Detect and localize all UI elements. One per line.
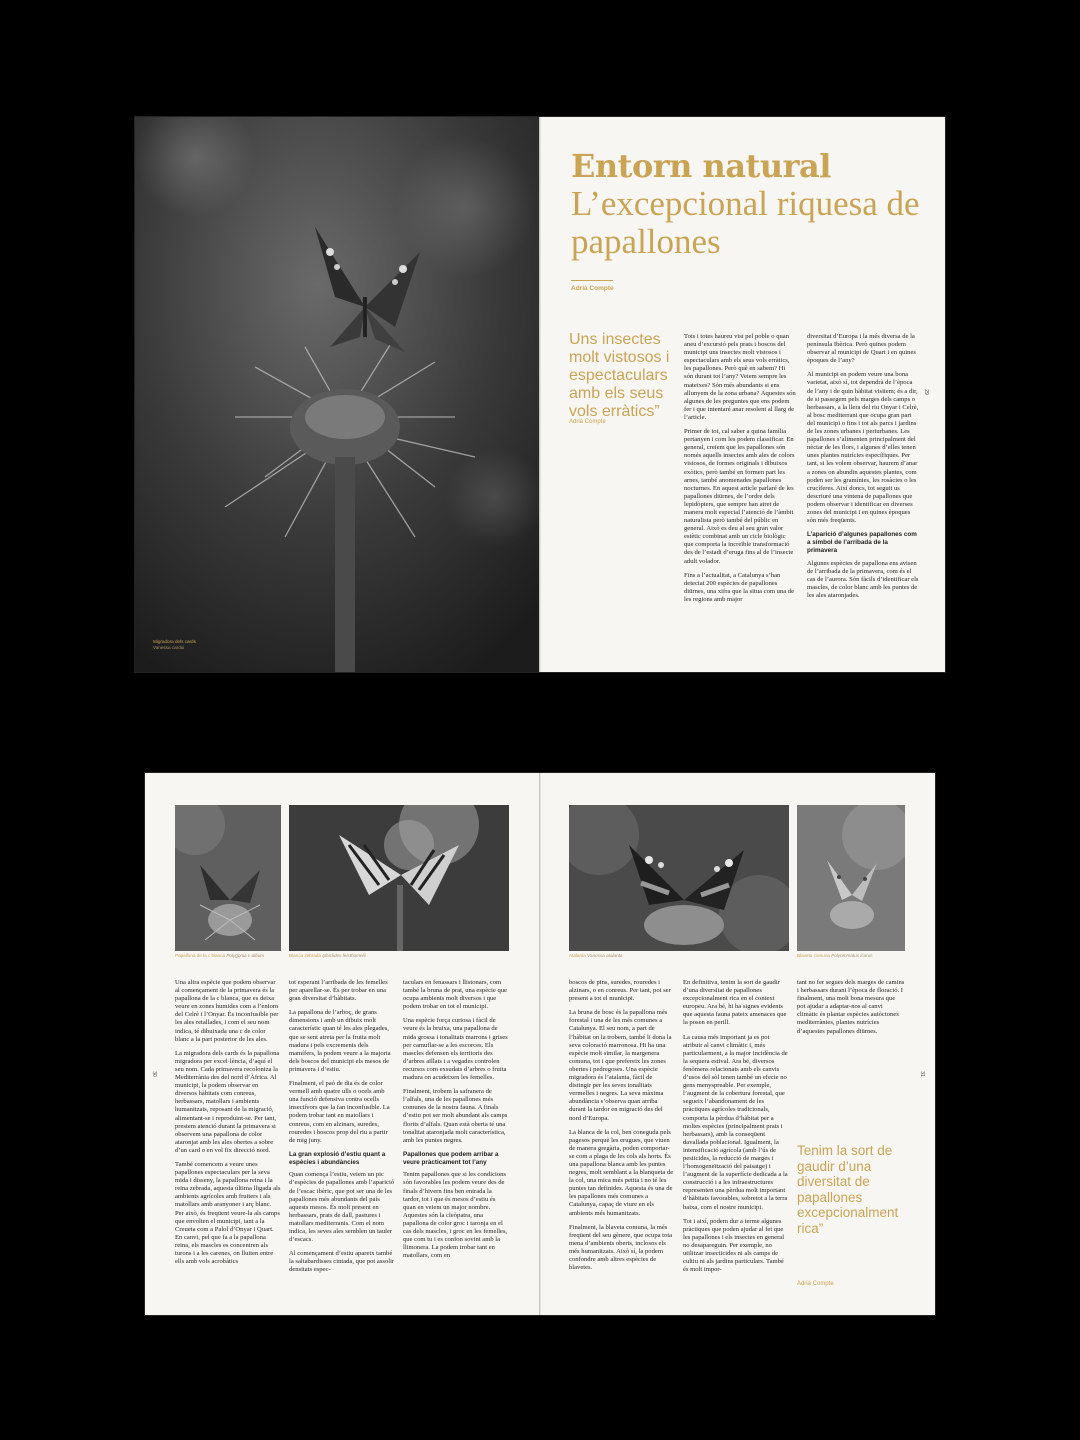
caption-latin: Vanessa atalanta — [587, 953, 623, 958]
paragraph: La bruna de bosc és la papallona més forestal i una de les més comunes a Catalunya. El seu nom, a part de l’hàbitat on la trobem, també li dona la seva coloració marronosa. Hi ha una espècie molt similar, la margenera comuna, tot i que prefereix les zones obertes i pedregoses. Una espècie migradora és l’atalanta, fàcil de distingir per les seves tonalitats vermelles i negres. La seva màxima abundància s’observa quan arriba durant la tardor en migració des del nord d’Europa. — [569, 1009, 672, 1122]
paragraph: Tots i totes haureu vist pel poble o quan aneu d’excursió pels prats i boscos del municipi uns insectes molt vistosos i espectaculars amb els seus vols erràtics, les papallones. Però què en sabem? Hi són durant tot l’any? Veiem sempre les mateixes? Són més abundants si ens allunyem de la zona urbana? Aquestes són algunes de les preguntes que ens podem fer i que intentaré anar resolent al llarg de l’article. — [684, 333, 796, 421]
paragraph: Finalment, trobem la safranera de l’alfals, una de les papallones més comunes de la nostra fauna. A finals d’estiu pot ser molt abundant als camps florits d’alfals. Quan està oberta té una tonalitat ataronjada molt característica, amb les puntes negres. — [403, 1088, 508, 1144]
subheading: La gran explosió d’estiu quant a espècies i abundàncies — [289, 1150, 386, 1166]
article-author: Adrià Compte — [571, 285, 614, 292]
caption-atalanta — [569, 953, 622, 958]
butterfly-on-thistle-photo — [135, 117, 540, 672]
top-photo-caption-latin: Vanessa cardui — [153, 645, 185, 650]
top-text-column-1 — [684, 333, 796, 610]
paragraph: Primer de tot, cal saber a quina família pertanyen i com les podem classificar. En general, creiem que les papallones són només aquells insectes amb ales de colors vistosos, de formes originals i dibuixos exòtics, però també en formen part les arnes, també anomenades papallones nocturnes. En aquest article parlaré de les papallones diürnes, de l’ordre dels lepidòpters, que sempre han atret de manera molt especial l’atenció de l’àmbit naturalista però també del públic en general. Això es deu al seu gran valor estètic combinat amb un cicle biològic que comporta la increïble transformació des de l’estadi d’eruga fins al de l’insecte adult volador. — [684, 428, 795, 565]
paragraph: boscos de pins, suredes, rouredes i alzinars, o en conreus. Per tant, pot ser present a tot el municipi. — [569, 979, 671, 1003]
atalanta-photo — [569, 805, 789, 951]
bottom-left-page — [145, 773, 539, 1315]
paragraph: tot esperant l’arribada de les femelles per aparellar-se. És per trobar en una gran diversitat d’hàbitats. — [289, 979, 388, 1003]
paragraph: diversitat d’Europa i la més diversa de la península Ibèrica. Però quines podem observar al municipi de Quart i en quines èpoques de l’any? — [807, 333, 916, 365]
bottom-spread — [145, 773, 935, 1315]
subheading: Papallones que podem arribar a veure pràcticament tot l’any — [403, 1150, 499, 1166]
top-text-column-2 — [807, 333, 919, 606]
paragraph: La blanca de la col, ben coneguda pels pagesos perquè les erugues, que viuen de manera gregària, poden comportar-se com a plaga de les cols als horts. És una papallona blanca amb les puntes negres, molt semblant a la blanqueta de la col, una mica més petita i no té les puntes tan definides. Aquesta és una de les papallones més comunes a Catalunya, capaç de viure en els ambients més humanitzats. — [569, 1128, 674, 1217]
page-number-left: 30 — [150, 1071, 157, 1077]
caption-name: Atalanta — [569, 953, 586, 958]
paragraph: Fins a l’actualitat, a Catalunya s’han detectat 200 espècies de papallones diürnes, una xifra que la situa com una de les regions amb major — [684, 571, 795, 603]
paragraph: Una altra espècie que podem observar al començament de la primavera és la papallona de la c blanca, que es deixa veure en zones humides com a l’entorn del Celrè i l’Onyar. És inconfusible per les ales retallades, i com el seu nom indica, té dibuixada una c de color blanc a la part posterior de les ales. — [175, 979, 279, 1043]
bottom-pull-quote: Tenim la sort de gaudir d’una diversitat de papallones excepcionalment rica” — [797, 1143, 899, 1236]
caption-blaveta — [797, 953, 873, 958]
title-rule — [571, 280, 613, 281]
paragraph: En definitiva, tenim la sort de gaudir d’una diversitat de papallones excepcionalment rica en el context europeu. Ara bé, hi ha signes evidents que aquesta fauna pateix amenaces que la posen en perill. — [683, 979, 787, 1027]
blaveta-photo — [797, 805, 905, 951]
top-left-page — [135, 117, 540, 672]
paragraph: taculars en fenassars i llistonars, com també la bruna de prat, una espècie que ocupa ambients molt diversos i que podem trobar en tot el municipi. — [403, 979, 507, 1011]
c-album-photo — [175, 805, 281, 951]
caption-zebra — [289, 953, 366, 958]
top-pull-author: Adrià Compte — [569, 419, 606, 425]
paragraph: La causa més important ja es pot atribuir al canvi climàtic i, més particularment, a la major incidència de la sequera estival. Ara bé, diversos fenòmens relacionats amb els canvis d’usos del sòl tenen també un efecte no gens menyspreable. Per exemple, l’augment de la cobertura forestal, que segueix l’abandonament de les pràctiques agrícoles tradicionals, comporta la pèrdua d’hàbitat per a moltes espècies (principalment prats i herbassars), amb la conseqüent davallada poblacional. Igualment, la intensificació agrícola (amb l’ús de pesticides, la reducció de marges i l’homogeneïtzació del paisatge) i l’augment de la superfície dedicada a la construcció i a les infraestructures representen una pèrdua molt important d’hàbitats favorables, sobretot a la terra baixa, com el nostre municipi. — [683, 1033, 788, 1211]
caption-latin: Polyommatus icarus — [831, 953, 873, 958]
page-number: 29 — [922, 389, 929, 395]
paragraph: Al començament d’estiu apareix també la saltabardisses cintada, que pot assolir densitats espec- — [289, 1250, 395, 1274]
bottom-text-column-e — [683, 979, 789, 1280]
paragraph: Finalment, el paó de dia és de color vermell amb quatre ulls o ocels amb una funció defensiva contra ocells insectívors que la fan inconfusible. La podem trobar tant en matollars i conreus, com en alzinars, suredes, rouredes i boscos prop del riu a partir de mig juny. — [289, 1080, 390, 1144]
bottom-text-column-a — [175, 979, 281, 1272]
bottom-text-column-d — [569, 979, 675, 1278]
caption-latin: Iphiclides feisthamelii — [322, 953, 366, 958]
section-title: Entorn natural — [571, 147, 831, 185]
article-title: L’excepcional riquesa de papallones — [571, 184, 920, 261]
subheading: L’aparició d’algunes papallones com a símbol de l’arribada de la primavera — [807, 531, 917, 554]
zebra-swallowtail-photo — [289, 805, 509, 951]
top-photo-caption — [153, 639, 196, 651]
paragraph: Tenim papallones que si les condicions són favorables les podem veure des de finals d’hivern fins ben entrada la tardor, tot i que és mesos d’estiu és quan en veiem un major nombre. Aquestes són la cleòpatra, una papallona de color groc i taronja en el cas dels mascles, i groc en les femelles, que com tu i es confon sovint amb la llimonera. La podem trobar tant en matollars, com en — [403, 1171, 508, 1260]
paragraph: Una espècie força curiosa i fàcil de veure és la bruixa, una papallona de mida grossa i tonalitats marrons i grises per camuflar-se a les escorces. Els mascles defensen els territoris des d’arbres aïllats i a vegades controlen recursos com exsudats d’arbres o fruita madura on acudeixen les femelles. — [403, 1017, 508, 1082]
paragraph: tant no fer segues dels marges de camins i herbassars durant l’època de floració. I finalment, una molt bona mesura que pot ajudar a adaptar-nos al canvi climàtic és plantar espècies autòctones mediterrànies, plantes nutrícies d’aquestes papallones diürnes. — [797, 979, 905, 1035]
page-number-right: 31 — [918, 1071, 925, 1077]
bottom-pull-author: Adrià Compte — [797, 1281, 834, 1287]
caption-name: Blanca zebrada — [289, 953, 321, 958]
paragraph: La migradora dels cards és la papallona migradora per excel·lència, d’aquí el seu nom. Cada primavera recoloniza la Mediterrània des del nord d’Àfrica. Al municipi, la podem observar en diversos hàbitats com conreus, herbassars, matollars i ambients humanitzats, reposant de la migració, alimentant-se i reproduint-se. Per tant, prestem atenció durant la primavera si observem una papallona de color ataronjat amb les ales obertes a sobre d’un card o en vol fix direcció nord. — [175, 1049, 280, 1154]
paragraph: Algunes espècies de papallona ens avisen de l’arribada de la primavera, com és el cas de l’aurora. Són fàcils d’identificar els mascles, de color blanc amb les puntes de les ales ataronjades. — [807, 559, 919, 599]
top-photo-caption-name: Migradora dels cards — [153, 639, 196, 644]
paragraph: La papallona de l’arboç, de grans dimensions i amb un dibuix molt característic quan té les ales plegades, que se sent atreta per la fruita molt madura i pels excrements dels mamífers, la podem veure a la majoria dels boscos del municipi els mesos de primavera i d’estiu. — [289, 1009, 391, 1073]
paragraph: Tot i així, podem dur a terme algunes pràctiques que poden ajudar al fet que les papallones i els insectes en general no desapareguin. Per exemple, no utilitzar insecticides ni als camps de cultiu ni als jardins particulars. També és molt impor- — [683, 1217, 785, 1274]
paragraph: També comencem a veure unes papallones espectaculars per la seva mida i disseny, la papallona reina i la reina zebrada, aquesta última lligada als ambients agrícoles amb fruiters i als matollars amb aranyoner i arç blanc. Per això, és freqüent veure-la als camps que envolten el municipi, tant a la Creueta com a Palol d’Onyar i Quart. En canvi, pel que fa a la papallona reina, els mascles es concentren als turons i a les carenes, on lluiten entre ells amb vols acrobàtics — [175, 1160, 281, 1266]
caption-name: Blaveta comuna — [797, 953, 830, 958]
bottom-text-column-b — [289, 979, 395, 1281]
top-right-page — [541, 117, 945, 672]
bottom-text-column-c — [403, 979, 509, 1266]
bottom-right-page — [541, 773, 935, 1315]
caption-latin: Polygonia c-album — [226, 953, 265, 958]
paragraph: Finalment, la blaveta comuna, la més freqüent del seu gènere, que ocupa tota mena d’ambients oberts, inclosos els més humanitzats. Això sí, la podem confondre amb altres espècies de blavetes. — [569, 1223, 673, 1272]
top-spread — [135, 117, 945, 672]
caption-c-album — [175, 953, 264, 958]
paragraph: Quan comença l’estiu, veiem un pic d’espècies de papallones amb l’aparició de l’escac ibèric, que pot ser una de les papallones més abundants del país aquests mesos. És molt present en herbassars, prats de dall, pastures i matollars mediterranis. Com el nom indica, les seves ales semblen un tauler d’escacs. — [289, 1171, 395, 1244]
top-pull-quote: Uns insectes molt vistosos i espectaculars amb els seus vols erràtics” — [569, 331, 670, 420]
paragraph: Al municipi en podem veure una bona varietat, això sí, tot dependrà de l’època de l’any i de quin hàbitat visitem; és a dir, de si passegem pels marges dels camps o herbassars, a la llera del riu Onyar i Celrè, al bosc mediterrani que ocupa gran part del municipi o fins i tot als parcs i jardins de les zones urbanes i periurbanes. Les papallones s’alimenten principalment del nèctar de les flors, i algunes d’elles tenen unes plantes nutrícies específiques. Per tant, si les volem observar, haurem d’anar a zones on abundin aquestes plantes, com poden ser les gramínies, les rosàcies o les crucíferes. Així doncs, tot seguit us descriuré una vintena de papallones que podem observar i identificar en diverses zones del municipi i en quines èpoques són més freqüents. — [807, 371, 919, 525]
bottom-text-column-f — [797, 979, 905, 1042]
caption-name: Papallona de la c blanca — [175, 953, 226, 958]
